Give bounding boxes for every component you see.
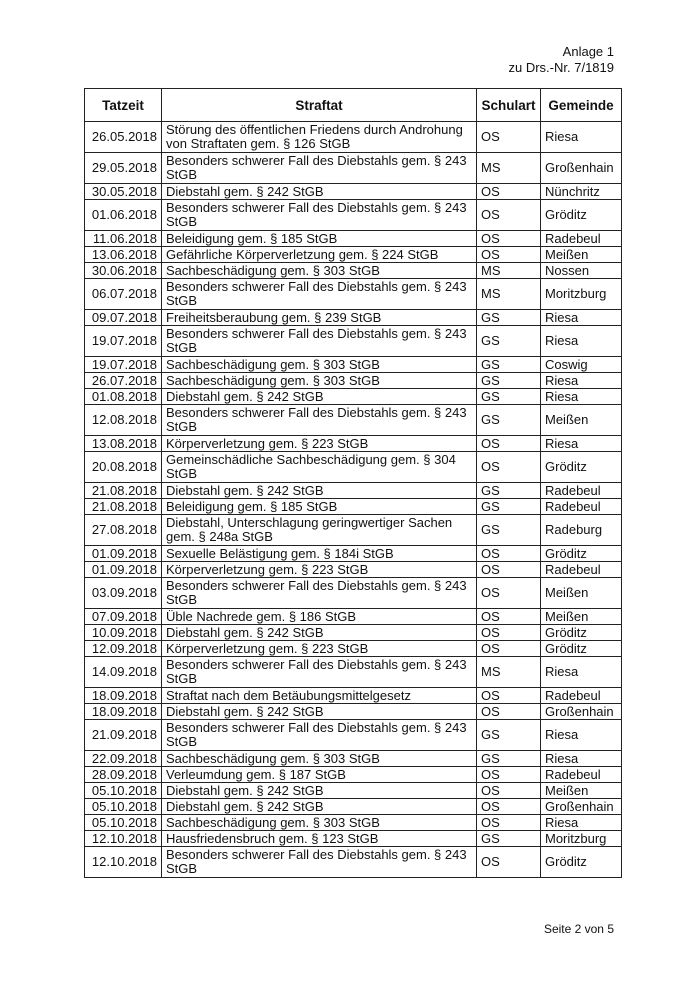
cell-school-type: MS [477,279,541,310]
cell-municipality: Meißen [541,405,622,436]
cell-municipality: Riesa [541,310,622,326]
cell-school-type: GS [477,326,541,357]
cell-date: 01.09.2018 [85,546,162,562]
table-row [85,389,622,405]
cell-date: 20.08.2018 [85,452,162,483]
cell-date: 14.09.2018 [85,657,162,688]
cell-school-type: OS [477,184,541,200]
cell-offense: Beleidigung gem. § 185 StGB [162,499,477,515]
cell-school-type: OS [477,799,541,815]
table-row [85,720,622,751]
cell-offense: Sachbeschädigung gem. § 303 StGB [162,373,477,389]
cell-offense: Besonders schwerer Fall des Diebstahls gem. § 243 StGB [162,578,477,609]
table-row [85,515,622,546]
cell-municipality: Riesa [541,373,622,389]
cell-offense: Sexuelle Belästigung gem. § 184i StGB [162,546,477,562]
cell-offense: Diebstahl, Unterschlagung geringwertiger Sachen gem. § 248a StGB [162,515,477,546]
cell-school-type: OS [477,767,541,783]
cell-school-type: GS [477,389,541,405]
cell-date: 22.09.2018 [85,751,162,767]
cell-school-type: OS [477,452,541,483]
table-row [85,153,622,184]
column-header-tatzeit: Tatzeit [85,89,162,122]
cell-date: 26.07.2018 [85,373,162,389]
cell-municipality: Riesa [541,815,622,831]
table-row [85,263,622,279]
cell-municipality: Riesa [541,436,622,452]
cell-offense: Hausfriedensbruch gem. § 123 StGB [162,831,477,847]
cell-school-type: MS [477,153,541,184]
table-body [85,122,622,878]
cell-municipality: Moritzburg [541,279,622,310]
cell-date: 18.09.2018 [85,688,162,704]
cell-municipality: Riesa [541,720,622,751]
cell-offense: Verleumdung gem. § 187 StGB [162,767,477,783]
cell-school-type: GS [477,357,541,373]
cell-date: 01.09.2018 [85,562,162,578]
cell-offense: Diebstahl gem. § 242 StGB [162,483,477,499]
table-row [85,657,622,688]
offense-table [84,88,622,878]
cell-school-type: MS [477,657,541,688]
cell-municipality: Riesa [541,657,622,688]
cell-municipality: Nossen [541,263,622,279]
cell-date: 30.06.2018 [85,263,162,279]
cell-offense: Besonders schwerer Fall des Diebstahls gem. § 243 StGB [162,405,477,436]
cell-offense: Störung des öffentlichen Friedens durch Androhung von Straftaten gem. § 126 StGB [162,122,477,153]
cell-school-type: OS [477,815,541,831]
cell-municipality: Gröditz [541,200,622,231]
cell-municipality: Radebeul [541,767,622,783]
cell-date: 07.09.2018 [85,609,162,625]
cell-date: 01.08.2018 [85,389,162,405]
cell-offense: Diebstahl gem. § 242 StGB [162,704,477,720]
table-row [85,373,622,389]
cell-school-type: OS [477,847,541,878]
cell-school-type: GS [477,499,541,515]
cell-date: 27.08.2018 [85,515,162,546]
cell-school-type: GS [477,483,541,499]
table-row [85,499,622,515]
table-row [85,688,622,704]
cell-municipality: Riesa [541,389,622,405]
table-row [85,546,622,562]
table-row [85,609,622,625]
cell-offense: Besonders schwerer Fall des Diebstahls gem. § 243 StGB [162,847,477,878]
cell-date: 30.05.2018 [85,184,162,200]
table-row [85,625,622,641]
cell-offense: Diebstahl gem. § 242 StGB [162,799,477,815]
cell-offense: Diebstahl gem. § 242 StGB [162,389,477,405]
cell-school-type: GS [477,373,541,389]
cell-date: 12.10.2018 [85,831,162,847]
cell-municipality: Radebeul [541,231,622,247]
cell-offense: Diebstahl gem. § 242 StGB [162,783,477,799]
table-row [85,184,622,200]
cell-municipality: Radebeul [541,483,622,499]
cell-school-type: OS [477,704,541,720]
cell-municipality: Radeburg [541,515,622,546]
table-row [85,247,622,263]
attachment-label: Anlage 1 [562,44,614,59]
cell-school-type: OS [477,231,541,247]
table-row [85,279,622,310]
cell-municipality: Großenhain [541,153,622,184]
table-row [85,405,622,436]
table-row [85,751,622,767]
cell-date: 28.09.2018 [85,767,162,783]
cell-school-type: OS [477,562,541,578]
cell-municipality: Gröditz [541,625,622,641]
cell-offense: Freiheitsberaubung gem. § 239 StGB [162,310,477,326]
cell-date: 13.08.2018 [85,436,162,452]
cell-offense: Besonders schwerer Fall des Diebstahls gem. § 243 StGB [162,326,477,357]
cell-date: 13.06.2018 [85,247,162,263]
cell-date: 19.07.2018 [85,357,162,373]
cell-date: 12.10.2018 [85,847,162,878]
cell-school-type: OS [477,688,541,704]
cell-offense: Besonders schwerer Fall des Diebstahls gem. § 243 StGB [162,720,477,751]
cell-offense: Straftat nach dem Betäubungsmittelgesetz [162,688,477,704]
cell-municipality: Nünchritz [541,184,622,200]
table-row [85,815,622,831]
table-row [85,799,622,815]
table-row [85,767,622,783]
cell-municipality: Meißen [541,578,622,609]
table-row [85,562,622,578]
cell-municipality: Meißen [541,783,622,799]
cell-date: 01.06.2018 [85,200,162,231]
cell-school-type: OS [477,122,541,153]
cell-school-type: OS [477,625,541,641]
table-row [85,452,622,483]
table-row [85,483,622,499]
cell-date: 12.09.2018 [85,641,162,657]
cell-municipality: Radebeul [541,499,622,515]
cell-offense: Sachbeschädigung gem. § 303 StGB [162,263,477,279]
cell-municipality: Meißen [541,609,622,625]
cell-offense: Diebstahl gem. § 242 StGB [162,625,477,641]
cell-municipality: Riesa [541,751,622,767]
table-row [85,783,622,799]
cell-municipality: Gröditz [541,452,622,483]
cell-school-type: GS [477,515,541,546]
table-row [85,847,622,878]
cell-offense: Besonders schwerer Fall des Diebstahls gem. § 243 StGB [162,200,477,231]
document-reference: zu Drs.-Nr. 7/1819 [508,60,614,75]
cell-date: 12.08.2018 [85,405,162,436]
column-header-straftat: Straftat [162,89,477,122]
cell-municipality: Gröditz [541,847,622,878]
cell-offense: Diebstahl gem. § 242 StGB [162,184,477,200]
table-row [85,326,622,357]
table-row [85,200,622,231]
cell-municipality: Gröditz [541,641,622,657]
cell-date: 10.09.2018 [85,625,162,641]
cell-school-type: OS [477,546,541,562]
cell-offense: Üble Nachrede gem. § 186 StGB [162,609,477,625]
table-row [85,231,622,247]
cell-school-type: OS [477,609,541,625]
cell-school-type: GS [477,720,541,751]
cell-date: 21.08.2018 [85,483,162,499]
cell-date: 21.09.2018 [85,720,162,751]
document-header [509,44,615,76]
table-row [85,704,622,720]
cell-municipality: Coswig [541,357,622,373]
cell-school-type: GS [477,831,541,847]
cell-municipality: Radebeul [541,688,622,704]
cell-municipality: Großenhain [541,704,622,720]
cell-municipality: Riesa [541,326,622,357]
cell-offense: Besonders schwerer Fall des Diebstahls gem. § 243 StGB [162,657,477,688]
cell-date: 21.08.2018 [85,499,162,515]
cell-date: 05.10.2018 [85,799,162,815]
cell-date: 05.10.2018 [85,815,162,831]
column-header-gemeinde: Gemeinde [541,89,622,122]
cell-offense: Körperverletzung gem. § 223 StGB [162,436,477,452]
cell-offense: Körperverletzung gem. § 223 StGB [162,641,477,657]
column-header-schulart: Schulart [477,89,541,122]
cell-municipality: Radebeul [541,562,622,578]
cell-school-type: MS [477,263,541,279]
cell-school-type: OS [477,578,541,609]
page-number: Seite 2 von 5 [543,922,614,936]
cell-school-type: OS [477,436,541,452]
cell-offense: Körperverletzung gem. § 223 StGB [162,562,477,578]
cell-offense: Gemeinschädliche Sachbeschädigung gem. § 304 StGB [162,452,477,483]
cell-offense: Beleidigung gem. § 185 StGB [162,231,477,247]
cell-offense: Sachbeschädigung gem. § 303 StGB [162,357,477,373]
cell-date: 11.06.2018 [85,231,162,247]
cell-municipality: Riesa [541,122,622,153]
cell-school-type: GS [477,310,541,326]
cell-date: 06.07.2018 [85,279,162,310]
cell-school-type: OS [477,783,541,799]
cell-date: 05.10.2018 [85,783,162,799]
cell-offense: Sachbeschädigung gem. § 303 StGB [162,815,477,831]
cell-date: 26.05.2018 [85,122,162,153]
cell-date: 29.05.2018 [85,153,162,184]
cell-date: 18.09.2018 [85,704,162,720]
cell-offense: Besonders schwerer Fall des Diebstahls gem. § 243 StGB [162,279,477,310]
cell-school-type: OS [477,247,541,263]
table-row [85,641,622,657]
cell-school-type: OS [477,200,541,231]
cell-date: 09.07.2018 [85,310,162,326]
cell-offense: Gefährliche Körperverletzung gem. § 224 StGB [162,247,477,263]
table-row [85,122,622,153]
table-row [85,357,622,373]
cell-school-type: GS [477,405,541,436]
cell-date: 19.07.2018 [85,326,162,357]
cell-offense: Sachbeschädigung gem. § 303 StGB [162,751,477,767]
table-row [85,831,622,847]
cell-municipality: Moritzburg [541,831,622,847]
cell-municipality: Gröditz [541,546,622,562]
table-row [85,578,622,609]
table-row [85,310,622,326]
cell-municipality: Großenhain [541,799,622,815]
cell-school-type: OS [477,641,541,657]
cell-date: 03.09.2018 [85,578,162,609]
cell-offense: Besonders schwerer Fall des Diebstahls gem. § 243 StGB [162,153,477,184]
cell-school-type: GS [477,751,541,767]
cell-municipality: Meißen [541,247,622,263]
table-header-row [85,89,622,122]
table-row [85,436,622,452]
